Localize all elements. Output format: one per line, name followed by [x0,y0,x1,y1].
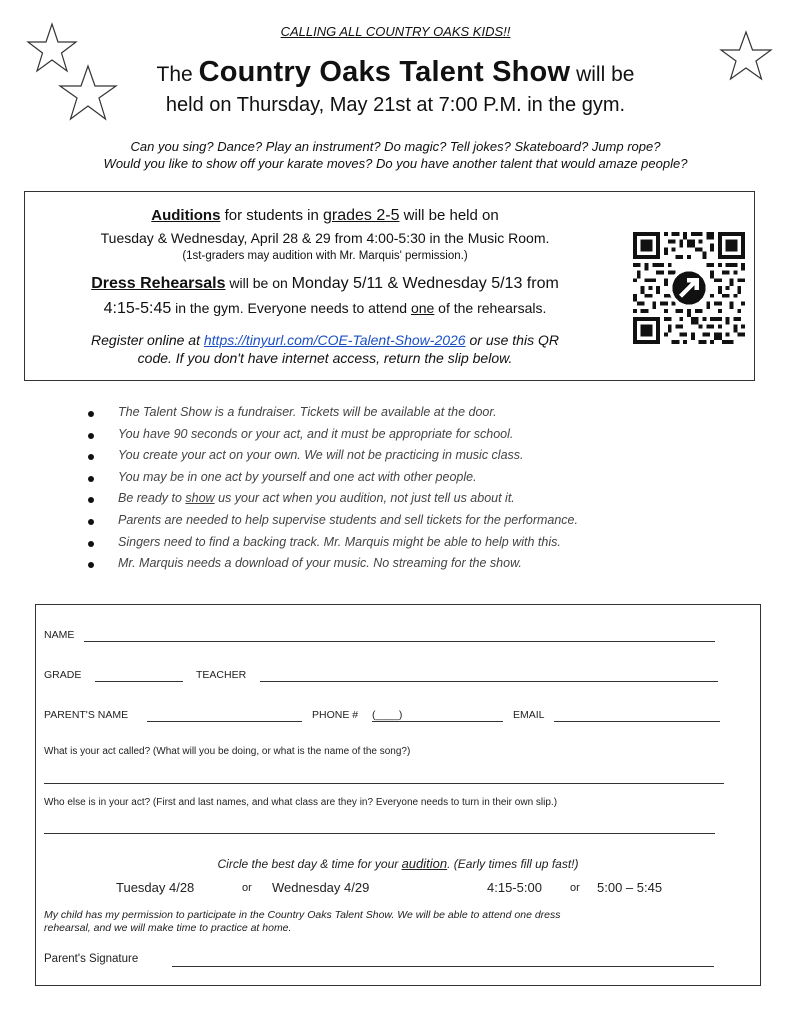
bullet-icon [88,476,94,482]
phone-field[interactable] [372,721,503,722]
rehearsals-word: Dress Rehearsals [91,275,226,292]
rehearsals-line2 [25,300,625,318]
teacher-field[interactable] [260,681,718,682]
name-field[interactable] [84,641,715,642]
bullet-icon [88,541,94,547]
signature-field[interactable] [172,966,714,967]
circle-post: . (Early times fill up fast!) [447,857,579,871]
rehearsals-mid: will be on [225,275,292,291]
grade-field[interactable] [95,681,183,682]
rehearsals-line [25,275,625,293]
list-item [88,491,748,513]
bullet-icon [88,519,94,525]
list-item [88,427,748,449]
bullet-icon [88,411,94,417]
rehearsals-time: 4:15-5:45 [103,300,172,317]
auditions-dates: Tuesday & Wednesday, April 28 & 29 from 4:00-5:30 in the Music Room. [100,230,550,246]
circle-instructions [36,856,760,871]
act-members-field[interactable] [44,833,715,834]
rehearsals-one: one [410,300,435,316]
list-item-text: Mr. Marquis needs a download of your music. No streaming for the show. [118,556,522,571]
calling-all-kids-heading: CALLING ALL COUNTRY OAKS KIDS!! [280,24,511,39]
list-item-text: Parents are needed to help supervise students and sell tickets for the performance. [118,512,578,527]
bullet-icon [88,562,94,568]
list-item [88,556,748,578]
permission-line2: rehearsal, and we will make time to practice at home. [44,922,292,934]
day-option-wednesday[interactable]: Wednesday 4/29 [272,880,370,895]
list-item-text [118,491,515,505]
talent-questions-line2: Would you like to show off your karate moves? Do you have another talent that would amaze people? [103,156,688,171]
circle-pre: Circle the best day & time for your [217,857,402,871]
talent-show-name: Country Oaks Talent Show [198,56,571,88]
or-label: or [242,882,252,894]
rehearsals-line2-end: of the rehearsals. [434,300,547,316]
list-item-text: You create your act on your own. We will not be practicing in music class. [118,448,524,463]
list-item [88,470,748,492]
registration-slip [35,604,761,986]
list-item-text-pre: Be ready to [118,491,186,506]
rehearsals-dates: Monday 5/11 & Wednesday 5/13 from [291,275,559,292]
list-item-text: You may be in one act by yourself and one act with other people. [118,469,477,484]
auditions-end: will be held on [399,207,499,224]
list-item [88,513,748,535]
list-item-text: Singers need to find a backing track. Mr. Marquis might be able to help with this. [118,534,561,549]
day-option-tuesday[interactable]: Tuesday 4/28 [116,880,195,895]
list-item [88,448,748,470]
title-prefix: The [156,63,193,86]
show-date-line: held on Thursday, May 21st at 7:00 P.M. in the gym. [165,94,626,116]
auditions-note: (1st-graders may audition with Mr. Marquis' permission.) [182,250,468,262]
registration-link[interactable]: https://tinyurl.com/COE-Talent-Show-2026 [203,332,466,348]
auditions-grades: grades 2-5 [322,207,400,224]
list-item-text: The Talent Show is a fundraiser. Tickets will be available at the door. [118,405,497,419]
time-option-early[interactable]: 4:15-5:00 [487,880,542,895]
bullet-icon [88,497,94,503]
permission-line1: My child has my permission to participate in the Country Oaks Talent Show. We will be able to attend one dress [44,909,561,921]
phone-label: PHONE # [312,709,359,721]
qr-code-icon[interactable] [633,232,745,344]
register-prefix: Register online at [91,332,204,348]
act-name-question: What is your act called? (What will you be doing, or what is the name of the song?) [44,746,411,757]
auditions-line [25,207,625,225]
name-label: NAME [44,629,75,641]
title-suffix: will be [576,63,635,86]
register-line [25,332,625,348]
list-item-text-post: us your act when you audition, not just tell us about it. [214,491,515,506]
register-suffix: or use this QR [465,332,559,348]
auditions-word: Auditions [151,207,221,224]
grade-label: GRADE [44,669,82,681]
list-item [88,405,748,427]
phone-format: (____) [372,709,403,721]
parent-name-label: PARENT'S NAME [44,709,129,721]
rehearsals-line2-mid: in the gym. Everyone needs to attend [171,300,411,316]
time-option-late[interactable]: 5:00 – 5:45 [597,880,663,895]
talent-questions-line1: Can you sing? Dance? Play an instrument? Do magic? Tell jokes? Skateboard? Jump rope? [130,139,661,154]
rules-list [88,405,748,578]
bullet-icon [88,454,94,460]
email-field[interactable] [554,721,720,722]
list-item-text-emphasis: show [185,491,215,506]
act-members-question: Who else is in your act? (First and last names, and what class are they in? Everyone needs to turn in their own slip.) [44,797,558,808]
parent-name-field[interactable] [147,721,302,722]
or-label: or [570,882,580,894]
signature-label: Parent's Signature [44,953,139,965]
list-item-text: You have 90 seconds or your act, and it must be appropriate for school. [118,426,514,441]
teacher-label: TEACHER [196,669,247,681]
register-line2: code. If you don't have internet access, return the slip below. [137,350,513,366]
email-label: EMAIL [513,709,545,721]
info-box [24,191,755,381]
list-item [88,535,748,557]
act-name-field[interactable] [44,783,724,784]
circle-audition: audition [401,856,448,871]
bullet-icon [88,433,94,439]
auditions-mid: for students in [220,207,323,224]
page-title [0,56,791,89]
